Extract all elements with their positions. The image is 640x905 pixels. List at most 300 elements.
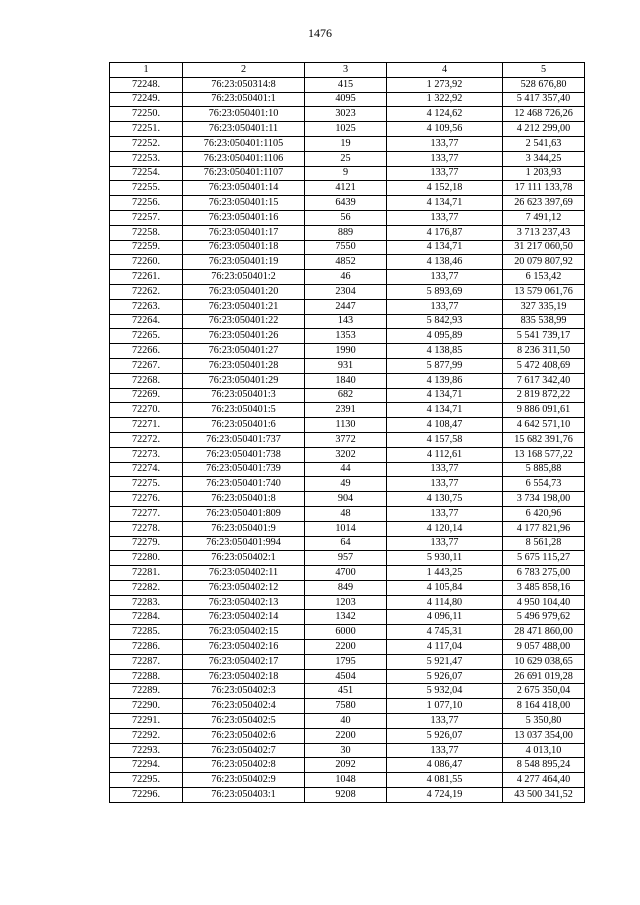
row-number-cell: 72280. bbox=[110, 551, 183, 566]
row-number-cell: 72290. bbox=[110, 699, 183, 714]
rate-cell: 4 134,71 bbox=[387, 240, 503, 255]
value-cell: 28 471 860,00 bbox=[503, 625, 585, 640]
rate-cell: 133,77 bbox=[387, 151, 503, 166]
area-cell: 30 bbox=[305, 743, 387, 758]
area-cell: 9 bbox=[305, 166, 387, 181]
value-cell: 4 177 821,96 bbox=[503, 521, 585, 536]
area-cell: 2447 bbox=[305, 299, 387, 314]
area-cell: 7550 bbox=[305, 240, 387, 255]
rate-cell: 5 930,11 bbox=[387, 551, 503, 566]
table-row bbox=[110, 462, 585, 477]
cadastral-number-cell: 76:23:050401:29 bbox=[183, 373, 305, 388]
rate-cell: 4 124,62 bbox=[387, 107, 503, 122]
row-number-cell: 72269. bbox=[110, 388, 183, 403]
rate-cell: 4 108,47 bbox=[387, 418, 503, 433]
rate-cell: 4 095,89 bbox=[387, 329, 503, 344]
area-cell: 9208 bbox=[305, 788, 387, 803]
cadastral-number-cell: 76:23:050401:19 bbox=[183, 255, 305, 270]
rate-cell: 5 926,07 bbox=[387, 728, 503, 743]
rate-cell: 4 112,61 bbox=[387, 447, 503, 462]
table-row bbox=[110, 432, 585, 447]
area-cell: 4504 bbox=[305, 669, 387, 684]
cadastral-number-cell: 76:23:050401:14 bbox=[183, 181, 305, 196]
column-number-cell: 1 bbox=[110, 63, 183, 78]
cadastral-number-cell: 76:23:050401:18 bbox=[183, 240, 305, 255]
value-cell: 6 554,73 bbox=[503, 477, 585, 492]
cadastral-number-cell: 76:23:050401:26 bbox=[183, 329, 305, 344]
row-number-cell: 72283. bbox=[110, 595, 183, 610]
area-cell: 48 bbox=[305, 506, 387, 521]
rate-cell: 4 745,31 bbox=[387, 625, 503, 640]
row-number-cell: 72293. bbox=[110, 743, 183, 758]
value-cell: 3 485 858,16 bbox=[503, 580, 585, 595]
cadastral-number-cell: 76:23:050402:8 bbox=[183, 758, 305, 773]
area-cell: 64 bbox=[305, 536, 387, 551]
row-number-cell: 72282. bbox=[110, 580, 183, 595]
rate-cell: 133,77 bbox=[387, 136, 503, 151]
row-number-cell: 72255. bbox=[110, 181, 183, 196]
cadastral-number-cell: 76:23:050401:809 bbox=[183, 506, 305, 521]
row-number-cell: 72262. bbox=[110, 284, 183, 299]
row-number-cell: 72294. bbox=[110, 758, 183, 773]
area-cell: 415 bbox=[305, 77, 387, 92]
table-row bbox=[110, 329, 585, 344]
value-cell: 17 111 133,78 bbox=[503, 181, 585, 196]
cadastral-number-cell: 76:23:050402:12 bbox=[183, 580, 305, 595]
rate-cell: 1 273,92 bbox=[387, 77, 503, 92]
column-number-cell: 4 bbox=[387, 63, 503, 78]
row-number-cell: 72265. bbox=[110, 329, 183, 344]
row-number-cell: 72271. bbox=[110, 418, 183, 433]
area-cell: 451 bbox=[305, 684, 387, 699]
table-row bbox=[110, 758, 585, 773]
table-row bbox=[110, 284, 585, 299]
cadastral-number-cell: 76:23:050401:20 bbox=[183, 284, 305, 299]
area-cell: 1990 bbox=[305, 344, 387, 359]
cadastral-number-cell: 76:23:050402:17 bbox=[183, 654, 305, 669]
value-cell: 5 675 115,27 bbox=[503, 551, 585, 566]
cadastral-number-cell: 76:23:050401:9 bbox=[183, 521, 305, 536]
rate-cell: 4 134,71 bbox=[387, 196, 503, 211]
value-cell: 20 079 807,92 bbox=[503, 255, 585, 270]
cadastral-number-cell: 76:23:050401:739 bbox=[183, 462, 305, 477]
area-cell: 143 bbox=[305, 314, 387, 329]
row-number-cell: 72259. bbox=[110, 240, 183, 255]
row-number-cell: 72257. bbox=[110, 210, 183, 225]
cadastral-number-cell: 76:23:050401:10 bbox=[183, 107, 305, 122]
column-number-row bbox=[110, 63, 585, 78]
value-cell: 4 212 299,00 bbox=[503, 122, 585, 137]
cadastral-number-cell: 76:23:050402:15 bbox=[183, 625, 305, 640]
row-number-cell: 72258. bbox=[110, 225, 183, 240]
cadastral-number-cell: 76:23:050402:18 bbox=[183, 669, 305, 684]
row-number-cell: 72274. bbox=[110, 462, 183, 477]
rate-cell: 4 117,04 bbox=[387, 640, 503, 655]
rate-cell: 133,77 bbox=[387, 477, 503, 492]
value-cell: 8 236 311,50 bbox=[503, 344, 585, 359]
cadastral-number-cell: 76:23:050402:13 bbox=[183, 595, 305, 610]
table-row bbox=[110, 447, 585, 462]
table-row bbox=[110, 743, 585, 758]
rate-cell: 4 096,11 bbox=[387, 610, 503, 625]
value-cell: 6 420,96 bbox=[503, 506, 585, 521]
value-cell: 2 541,63 bbox=[503, 136, 585, 151]
row-number-cell: 72284. bbox=[110, 610, 183, 625]
cadastral-number-cell: 76:23:050401:5 bbox=[183, 403, 305, 418]
cadastral-number-cell: 76:23:050401:22 bbox=[183, 314, 305, 329]
row-number-cell: 72260. bbox=[110, 255, 183, 270]
rate-cell: 133,77 bbox=[387, 714, 503, 729]
rate-cell: 1 443,25 bbox=[387, 566, 503, 581]
row-number-cell: 72263. bbox=[110, 299, 183, 314]
rate-cell: 4 138,85 bbox=[387, 344, 503, 359]
value-cell: 4 950 104,40 bbox=[503, 595, 585, 610]
value-cell: 2 675 350,04 bbox=[503, 684, 585, 699]
value-cell: 13 037 354,00 bbox=[503, 728, 585, 743]
table-row bbox=[110, 418, 585, 433]
table-row bbox=[110, 358, 585, 373]
table-row bbox=[110, 684, 585, 699]
table-row bbox=[110, 196, 585, 211]
area-cell: 3202 bbox=[305, 447, 387, 462]
row-number-cell: 72277. bbox=[110, 506, 183, 521]
value-cell: 5 496 979,62 bbox=[503, 610, 585, 625]
rate-cell: 4 724,19 bbox=[387, 788, 503, 803]
register-table bbox=[109, 62, 585, 803]
rate-cell: 5 877,99 bbox=[387, 358, 503, 373]
cadastral-number-cell: 76:23:050402:7 bbox=[183, 743, 305, 758]
table-row bbox=[110, 669, 585, 684]
row-number-cell: 72261. bbox=[110, 270, 183, 285]
area-cell: 1353 bbox=[305, 329, 387, 344]
page-number: 1476 bbox=[308, 26, 332, 40]
table-row bbox=[110, 270, 585, 285]
table-row bbox=[110, 77, 585, 92]
area-cell: 849 bbox=[305, 580, 387, 595]
table-row bbox=[110, 299, 585, 314]
table-row bbox=[110, 714, 585, 729]
cadastral-number-cell: 76:23:050401:740 bbox=[183, 477, 305, 492]
table-row bbox=[110, 580, 585, 595]
value-cell: 5 541 739,17 bbox=[503, 329, 585, 344]
table-row bbox=[110, 773, 585, 788]
value-cell: 5 417 357,40 bbox=[503, 92, 585, 107]
table-row bbox=[110, 654, 585, 669]
value-cell: 528 676,80 bbox=[503, 77, 585, 92]
table-row bbox=[110, 210, 585, 225]
value-cell: 13 168 577,22 bbox=[503, 447, 585, 462]
area-cell: 6439 bbox=[305, 196, 387, 211]
table-row bbox=[110, 240, 585, 255]
value-cell: 12 468 726,26 bbox=[503, 107, 585, 122]
rate-cell: 4 105,84 bbox=[387, 580, 503, 595]
row-number-cell: 72278. bbox=[110, 521, 183, 536]
table-row bbox=[110, 314, 585, 329]
table-row bbox=[110, 536, 585, 551]
table-row bbox=[110, 107, 585, 122]
cadastral-number-cell: 76:23:050401:2 bbox=[183, 270, 305, 285]
rate-cell: 4 134,71 bbox=[387, 388, 503, 403]
cadastral-number-cell: 76:23:050402:4 bbox=[183, 699, 305, 714]
area-cell: 40 bbox=[305, 714, 387, 729]
cadastral-number-cell: 76:23:050402:3 bbox=[183, 684, 305, 699]
row-number-cell: 72264. bbox=[110, 314, 183, 329]
area-cell: 2304 bbox=[305, 284, 387, 299]
cadastral-number-cell: 76:23:050402:16 bbox=[183, 640, 305, 655]
value-cell: 5 885,88 bbox=[503, 462, 585, 477]
rate-cell: 4 134,71 bbox=[387, 403, 503, 418]
value-cell: 2 819 872,22 bbox=[503, 388, 585, 403]
value-cell: 3 713 237,43 bbox=[503, 225, 585, 240]
rate-cell: 5 893,69 bbox=[387, 284, 503, 299]
rate-cell: 133,77 bbox=[387, 506, 503, 521]
table-row bbox=[110, 492, 585, 507]
table-row bbox=[110, 225, 585, 240]
area-cell: 1795 bbox=[305, 654, 387, 669]
rate-cell: 5 932,04 bbox=[387, 684, 503, 699]
table-row bbox=[110, 373, 585, 388]
area-cell: 3023 bbox=[305, 107, 387, 122]
row-number-cell: 72285. bbox=[110, 625, 183, 640]
rate-cell: 1 322,92 bbox=[387, 92, 503, 107]
rate-cell: 4 176,87 bbox=[387, 225, 503, 240]
cadastral-number-cell: 76:23:050401:16 bbox=[183, 210, 305, 225]
cadastral-number-cell: 76:23:050403:1 bbox=[183, 788, 305, 803]
value-cell: 6 783 275,00 bbox=[503, 566, 585, 581]
table-row bbox=[110, 640, 585, 655]
value-cell: 5 350,80 bbox=[503, 714, 585, 729]
area-cell: 1048 bbox=[305, 773, 387, 788]
rate-cell: 1 077,10 bbox=[387, 699, 503, 714]
rate-cell: 133,77 bbox=[387, 462, 503, 477]
area-cell: 19 bbox=[305, 136, 387, 151]
value-cell: 4 642 571,10 bbox=[503, 418, 585, 433]
rate-cell: 133,77 bbox=[387, 270, 503, 285]
value-cell: 5 472 408,69 bbox=[503, 358, 585, 373]
cadastral-number-cell: 76:23:050401:1105 bbox=[183, 136, 305, 151]
row-number-cell: 72279. bbox=[110, 536, 183, 551]
area-cell: 957 bbox=[305, 551, 387, 566]
cadastral-number-cell: 76:23:050401:738 bbox=[183, 447, 305, 462]
row-number-cell: 72287. bbox=[110, 654, 183, 669]
cadastral-number-cell: 76:23:050401:994 bbox=[183, 536, 305, 551]
value-cell: 327 335,19 bbox=[503, 299, 585, 314]
rate-cell: 4 086,47 bbox=[387, 758, 503, 773]
rate-cell: 5 842,93 bbox=[387, 314, 503, 329]
value-cell: 835 538,99 bbox=[503, 314, 585, 329]
row-number-cell: 72281. bbox=[110, 566, 183, 581]
cadastral-number-cell: 76:23:050402:9 bbox=[183, 773, 305, 788]
table-row bbox=[110, 610, 585, 625]
cadastral-number-cell: 76:23:050401:17 bbox=[183, 225, 305, 240]
cadastral-number-cell: 76:23:050401:15 bbox=[183, 196, 305, 211]
rate-cell: 4 130,75 bbox=[387, 492, 503, 507]
table-row bbox=[110, 728, 585, 743]
table-row bbox=[110, 92, 585, 107]
column-number-cell: 5 bbox=[503, 63, 585, 78]
area-cell: 682 bbox=[305, 388, 387, 403]
area-cell: 1840 bbox=[305, 373, 387, 388]
table-row bbox=[110, 477, 585, 492]
table-row bbox=[110, 788, 585, 803]
value-cell: 4 277 464,40 bbox=[503, 773, 585, 788]
row-number-cell: 72289. bbox=[110, 684, 183, 699]
cadastral-number-cell: 76:23:050401:737 bbox=[183, 432, 305, 447]
value-cell: 8 548 895,24 bbox=[503, 758, 585, 773]
cadastral-number-cell: 76:23:050401:6 bbox=[183, 418, 305, 433]
cadastral-number-cell: 76:23:050402:11 bbox=[183, 566, 305, 581]
row-number-cell: 72250. bbox=[110, 107, 183, 122]
row-number-cell: 72292. bbox=[110, 728, 183, 743]
value-cell: 9 057 488,00 bbox=[503, 640, 585, 655]
register-table-body bbox=[110, 63, 585, 803]
value-cell: 10 629 038,65 bbox=[503, 654, 585, 669]
rate-cell: 4 081,55 bbox=[387, 773, 503, 788]
area-cell: 46 bbox=[305, 270, 387, 285]
value-cell: 13 579 061,76 bbox=[503, 284, 585, 299]
area-cell: 1203 bbox=[305, 595, 387, 610]
value-cell: 31 217 060,50 bbox=[503, 240, 585, 255]
area-cell: 1130 bbox=[305, 418, 387, 433]
rate-cell: 4 157,58 bbox=[387, 432, 503, 447]
area-cell: 56 bbox=[305, 210, 387, 225]
area-cell: 4095 bbox=[305, 92, 387, 107]
value-cell: 1 203,93 bbox=[503, 166, 585, 181]
area-cell: 44 bbox=[305, 462, 387, 477]
row-number-cell: 72270. bbox=[110, 403, 183, 418]
table-row bbox=[110, 344, 585, 359]
value-cell: 15 682 391,76 bbox=[503, 432, 585, 447]
row-number-cell: 72296. bbox=[110, 788, 183, 803]
area-cell: 1014 bbox=[305, 521, 387, 536]
area-cell: 3772 bbox=[305, 432, 387, 447]
value-cell: 3 344,25 bbox=[503, 151, 585, 166]
table-row bbox=[110, 151, 585, 166]
cadastral-number-cell: 76:23:050402:14 bbox=[183, 610, 305, 625]
area-cell: 2391 bbox=[305, 403, 387, 418]
value-cell: 9 886 091,61 bbox=[503, 403, 585, 418]
row-number-cell: 72288. bbox=[110, 669, 183, 684]
rate-cell: 133,77 bbox=[387, 299, 503, 314]
cadastral-number-cell: 76:23:050401:27 bbox=[183, 344, 305, 359]
table-row bbox=[110, 403, 585, 418]
rate-cell: 133,77 bbox=[387, 210, 503, 225]
rate-cell: 133,77 bbox=[387, 743, 503, 758]
rate-cell: 4 139,86 bbox=[387, 373, 503, 388]
table-row bbox=[110, 699, 585, 714]
cadastral-number-cell: 76:23:050402:1 bbox=[183, 551, 305, 566]
area-cell: 49 bbox=[305, 477, 387, 492]
column-number-cell: 2 bbox=[183, 63, 305, 78]
table-row bbox=[110, 551, 585, 566]
value-cell: 4 013,10 bbox=[503, 743, 585, 758]
rate-cell: 4 109,56 bbox=[387, 122, 503, 137]
row-number-cell: 72252. bbox=[110, 136, 183, 151]
table-row bbox=[110, 566, 585, 581]
table-row bbox=[110, 521, 585, 536]
cadastral-number-cell: 76:23:050401:1 bbox=[183, 92, 305, 107]
area-cell: 1025 bbox=[305, 122, 387, 137]
table-row bbox=[110, 122, 585, 137]
table-row bbox=[110, 595, 585, 610]
area-cell: 6000 bbox=[305, 625, 387, 640]
area-cell: 2092 bbox=[305, 758, 387, 773]
cadastral-number-cell: 76:23:050401:3 bbox=[183, 388, 305, 403]
row-number-cell: 72275. bbox=[110, 477, 183, 492]
value-cell: 7 617 342,40 bbox=[503, 373, 585, 388]
rate-cell: 4 120,14 bbox=[387, 521, 503, 536]
cadastral-number-cell: 76:23:050401:1106 bbox=[183, 151, 305, 166]
row-number-cell: 72286. bbox=[110, 640, 183, 655]
row-number-cell: 72267. bbox=[110, 358, 183, 373]
area-cell: 7580 bbox=[305, 699, 387, 714]
cadastral-number-cell: 76:23:050402:6 bbox=[183, 728, 305, 743]
row-number-cell: 72251. bbox=[110, 122, 183, 137]
cadastral-number-cell: 76:23:050314:8 bbox=[183, 77, 305, 92]
table-row bbox=[110, 388, 585, 403]
area-cell: 4121 bbox=[305, 181, 387, 196]
table-row bbox=[110, 625, 585, 640]
row-number-cell: 72276. bbox=[110, 492, 183, 507]
row-number-cell: 72256. bbox=[110, 196, 183, 211]
area-cell: 2200 bbox=[305, 728, 387, 743]
cadastral-number-cell: 76:23:050402:5 bbox=[183, 714, 305, 729]
column-number-cell: 3 bbox=[305, 63, 387, 78]
row-number-cell: 72248. bbox=[110, 77, 183, 92]
row-number-cell: 72254. bbox=[110, 166, 183, 181]
row-number-cell: 72253. bbox=[110, 151, 183, 166]
table-row bbox=[110, 166, 585, 181]
value-cell: 8 561,28 bbox=[503, 536, 585, 551]
cadastral-number-cell: 76:23:050401:21 bbox=[183, 299, 305, 314]
value-cell: 8 164 418,00 bbox=[503, 699, 585, 714]
rate-cell: 4 114,80 bbox=[387, 595, 503, 610]
rate-cell: 133,77 bbox=[387, 166, 503, 181]
area-cell: 1342 bbox=[305, 610, 387, 625]
cadastral-number-cell: 76:23:050401:1107 bbox=[183, 166, 305, 181]
cadastral-number-cell: 76:23:050401:28 bbox=[183, 358, 305, 373]
area-cell: 904 bbox=[305, 492, 387, 507]
table-row bbox=[110, 136, 585, 151]
area-cell: 25 bbox=[305, 151, 387, 166]
row-number-cell: 72249. bbox=[110, 92, 183, 107]
area-cell: 2200 bbox=[305, 640, 387, 655]
row-number-cell: 72295. bbox=[110, 773, 183, 788]
row-number-cell: 72291. bbox=[110, 714, 183, 729]
rate-cell: 5 926,07 bbox=[387, 669, 503, 684]
rate-cell: 133,77 bbox=[387, 536, 503, 551]
row-number-cell: 72266. bbox=[110, 344, 183, 359]
cadastral-number-cell: 76:23:050401:11 bbox=[183, 122, 305, 137]
cadastral-number-cell: 76:23:050401:8 bbox=[183, 492, 305, 507]
area-cell: 4852 bbox=[305, 255, 387, 270]
row-number-cell: 72273. bbox=[110, 447, 183, 462]
rate-cell: 5 921,47 bbox=[387, 654, 503, 669]
table-row bbox=[110, 506, 585, 521]
area-cell: 4700 bbox=[305, 566, 387, 581]
rate-cell: 4 152,18 bbox=[387, 181, 503, 196]
value-cell: 26 691 019,28 bbox=[503, 669, 585, 684]
area-cell: 931 bbox=[305, 358, 387, 373]
area-cell: 889 bbox=[305, 225, 387, 240]
row-number-cell: 72268. bbox=[110, 373, 183, 388]
value-cell: 43 500 341,52 bbox=[503, 788, 585, 803]
table-row bbox=[110, 181, 585, 196]
rate-cell: 4 138,46 bbox=[387, 255, 503, 270]
row-number-cell: 72272. bbox=[110, 432, 183, 447]
value-cell: 7 491,12 bbox=[503, 210, 585, 225]
table-row bbox=[110, 255, 585, 270]
